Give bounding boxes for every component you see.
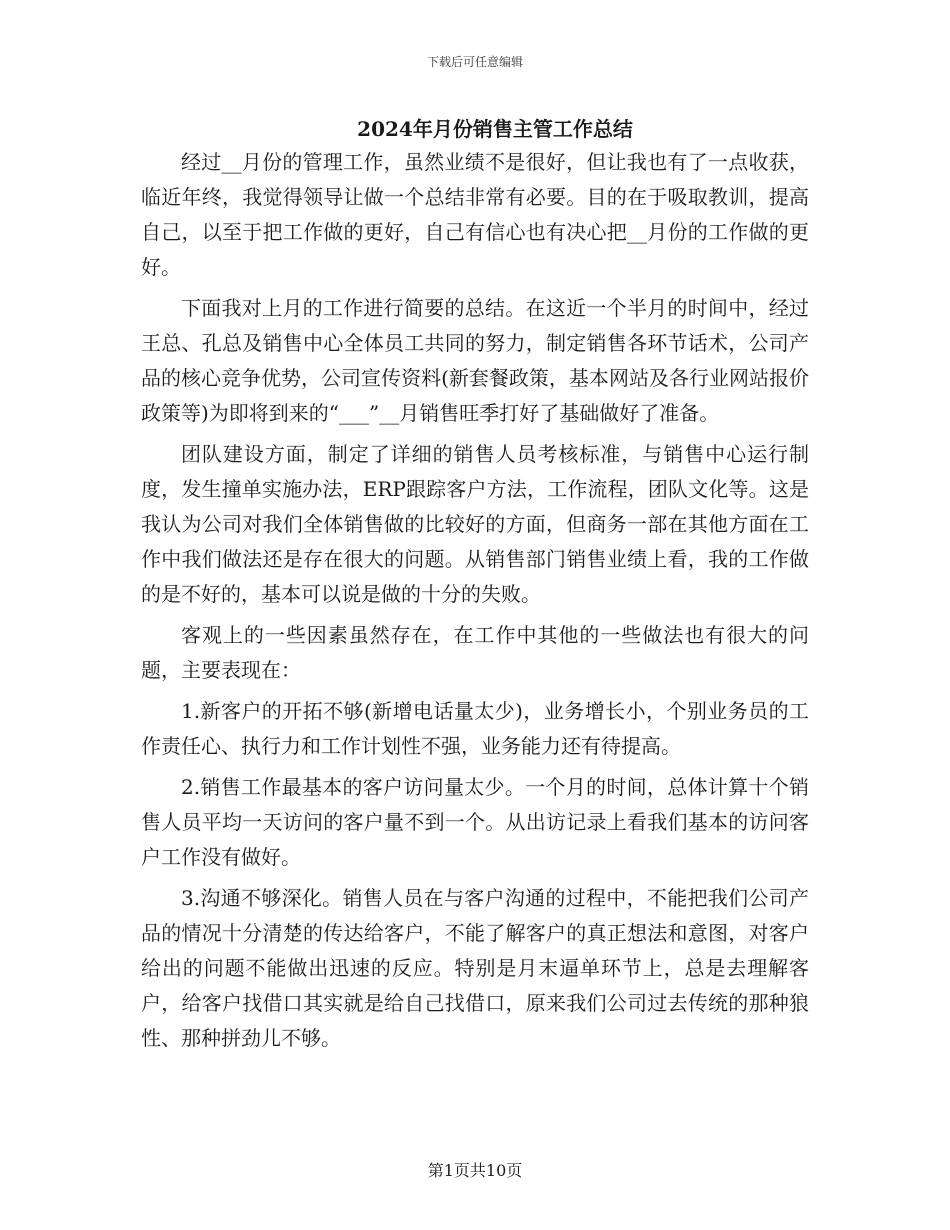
page-indicator: 第1页共10页 [427,1161,523,1180]
list-item: 2.销售工作最基本的客户访问量太少。一个月的时间，总体计算十个销售人员平均一天访问的客户量不到一个。从出访记录上看我们基本的访问客户工作没有做好。 [141,775,809,869]
paragraph: 团队建设方面，制定了详细的销售人员考核标准，与销售中心运行制度，发生撞单实施办法，ERP跟踪客户方法，工作流程，团队文化等。这是我认为公司对我们全体销售做的比较好的方面，但商务一部在其他方面在工作中我们做法还是存在很大的问题。从销售部门销售业绩上看，我的工作做的是不好的，基本可以说是做的十分的失败。 [141,442,809,606]
list-item: 3.沟通不够深化。销售人员在与客户沟通的过程中，不能把我们公司产品的情况十分清楚的传达给客户，不能了解客户的真正想法和意图，对客户给出的问题不能做出迅速的反应。特别是月末逼单环节上，总是去理解客户，给客户找借口其实就是给自己找借口，原来我们公司过去传统的那种狼性、那种拼劲儿不够。 [141,886,809,1050]
paragraph: 下面我对上月的工作进行简要的总结。在这近一个半月的时间中，经过王总、孔总及销售中心全体员工共同的努力，制定销售各环节话术，公司产品的核心竞争优势，公司宣传资料(新套餐政策，基本网站及各行业网站报价政策等)为即将到来的“___”__月销售旺季打好了基础做好了准备。 [141,296,809,425]
header-note: 下载后可任意编辑 [426,55,523,69]
paragraph: 经过__月份的管理工作，虽然业绩不是很好，但让我也有了一点收获，临近年终，我觉得领导让做一个总结非常有必要。目的在于吸取教训，提高自己，以至于把工作做的更好，自己有信心也有决心把__月份的工作做的更好。 [141,150,809,279]
document-title: 2024年月份销售主管工作总结 [357,117,633,141]
document-body [141,145,809,1062]
paragraph: 客观上的一些因素虽然存在，在工作中其他的一些做法也有很大的问题，主要表现在： [141,623,809,682]
list-item: 1.新客户的开拓不够(新增电话量太少)，业务增长小，个别业务员的工作责任心、执行力和工作计划性不强，业务能力还有待提高。 [141,699,809,758]
